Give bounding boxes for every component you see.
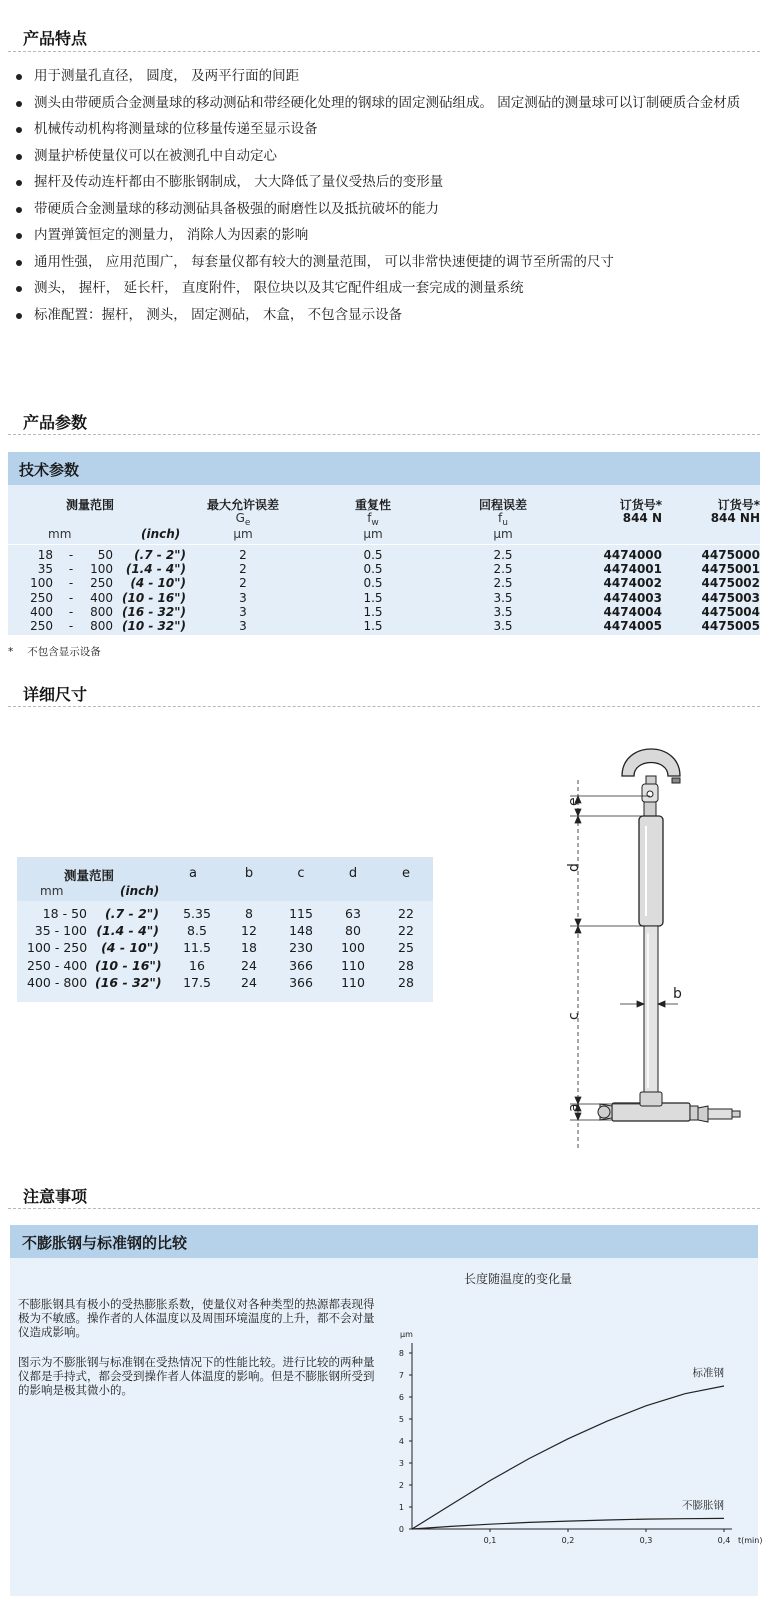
divider — [8, 434, 760, 435]
tech-cell-fw: 0.5 — [363, 548, 383, 562]
divider — [8, 1208, 760, 1209]
dim-cell-a: 17.5 — [183, 974, 211, 990]
dim-col-b: b — [244, 866, 254, 881]
comparison-panel — [10, 1225, 763, 1596]
tech-cell-nh: 4475000 — [701, 548, 760, 562]
tech-params-title: 技术参数 — [19, 461, 80, 479]
tech-cell-ge: 3 — [239, 604, 247, 619]
dim-cell-a: 16 — [189, 957, 205, 973]
params-title: 产品参数 — [23, 413, 88, 432]
tech-cell-sep: - — [68, 576, 74, 591]
tech-cell-sep: - — [68, 590, 74, 605]
tech-cell-nh: 4475002 — [701, 576, 760, 591]
tech-cell-fw: 0.5 — [363, 576, 383, 591]
col-repeat: 重复性 — [354, 498, 391, 512]
tech-cell-nh: 4475003 — [701, 590, 760, 605]
feature-item: 带硬质合金测量球的移动测砧具备极强的耐磨性以及抵抗破坏的能力 — [12, 200, 762, 219]
tech-cell-ge: 2 — [239, 576, 247, 591]
y-tick-label: 8 — [398, 1349, 404, 1358]
dim-cell-c: 366 — [289, 957, 313, 973]
comparison-header — [10, 1225, 758, 1258]
dimensions-table — [17, 857, 433, 1002]
col-repeat-sym: $f_w$ — [367, 511, 379, 528]
y-tick-label: 6 — [398, 1393, 404, 1402]
tech-cell-inch: (10 - 16") — [122, 590, 186, 605]
tech-cell-inch: (16 - 32") — [122, 604, 186, 619]
dim-cell-a: 11.5 — [183, 940, 211, 956]
y-axis-label: µm — [400, 1330, 413, 1339]
dimensions-title: 详细尺寸 — [23, 685, 88, 704]
tech-cell-to: 800 — [90, 604, 113, 619]
comparison-para-2: 图示为不膨胀钢与标准钢在受热情况下的性能比较。进行比较的两种量仪都是手持式，都会受到操作者人体温度的影响。但是不膨胀钢所受到的影响是极其微小的。 — [18, 1355, 375, 1397]
series-label-0: 标准钢 — [692, 1367, 724, 1379]
dim-cell-inch: (.7 - 2") — [105, 906, 159, 921]
dim-cell-c: 230 — [289, 940, 313, 956]
dim-cell-e: 25 — [398, 940, 414, 956]
comparison-title: 不膨胀钢与标准钢的比较 — [22, 1234, 188, 1252]
y-tick-label: 1 — [398, 1503, 404, 1512]
dim-cell-e: 22 — [398, 906, 414, 921]
tech-cell-fw: 0.5 — [363, 562, 383, 577]
x-axis-label: t(min) — [738, 1536, 763, 1545]
dim-cell-inch: (1.4 - 4") — [96, 923, 159, 939]
feature-item: 用于测量孔直径， 圆度， 及两平行面的间距 — [12, 67, 762, 86]
tech-cell-to: 100 — [90, 562, 113, 577]
dim-cell-mm: 250 - 400 — [27, 957, 88, 973]
col-repeat-unit: µm — [363, 527, 383, 541]
tech-cell-to: 50 — [97, 548, 113, 562]
tech-cell-fu: 2.5 — [493, 548, 513, 562]
dim-cell-a: 8.5 — [187, 923, 207, 939]
tech-cell-n: 4474004 — [603, 604, 662, 619]
dim-label-a: a — [566, 1103, 582, 1112]
series-line-1 — [412, 1518, 724, 1529]
dim-cell-inch: (10 - 16") — [95, 957, 162, 973]
dim-col-c: c — [297, 866, 305, 881]
dim-cell-inch: (4 - 10") — [101, 940, 159, 956]
col-hyst: 回程误差 — [478, 498, 527, 512]
dim-label-d: d — [566, 863, 582, 872]
tech-cell-from: 250 — [30, 590, 53, 605]
dim-cell-b: 24 — [241, 957, 257, 973]
col-order-nh: 订货号* — [717, 498, 760, 512]
tech-cell-inch: (4 - 10") — [130, 576, 186, 591]
tech-cell-sep: - — [68, 562, 74, 577]
tech-cell-from: 18 — [37, 548, 53, 562]
series-line-0 — [412, 1386, 724, 1529]
series-label-1: 不膨胀钢 — [682, 1499, 724, 1512]
tech-cell-n: 4474001 — [603, 562, 662, 577]
y-tick-label: 7 — [398, 1371, 404, 1380]
dim-cell-mm: 100 - 250 — [27, 940, 88, 956]
dim-label-c: c — [566, 1012, 582, 1020]
dim-col-inch: (inch) — [120, 884, 160, 898]
dim-cell-d: 110 — [341, 957, 365, 973]
tech-cell-from: 35 — [37, 562, 53, 577]
dim-cell-d: 80 — [345, 923, 361, 939]
divider — [8, 51, 760, 52]
dim-cell-d: 110 — [341, 974, 365, 990]
col-max-error-sym: $G_e$ — [235, 511, 251, 528]
dim-cell-b: 12 — [241, 923, 257, 939]
feature-item: 内置弹簧恒定的测量力， 消除人为因素的影响 — [12, 226, 762, 245]
dim-cell-d: 63 — [345, 906, 361, 921]
tech-cell-n: 4474000 — [603, 548, 662, 562]
tech-cell-fw: 1.5 — [363, 604, 383, 619]
tech-params-table — [8, 452, 760, 635]
dim-label-b: b — [673, 986, 682, 1002]
tech-cell-n: 4474005 — [603, 619, 662, 633]
dim-cell-mm: 400 - 800 — [27, 974, 88, 990]
dim-cell-mm: 18 - 50 — [42, 906, 87, 921]
dim-label-e: e — [566, 797, 582, 806]
dim-cell-b: 8 — [245, 906, 253, 921]
tech-cell-ge: 3 — [239, 619, 247, 633]
tech-cell-ge: 3 — [239, 590, 247, 605]
feature-item: 握杆及传动连杆都由不膨胀钢制成， 大大降低了量仪受热后的变形量 — [12, 173, 762, 192]
y-tick-label: 2 — [398, 1481, 404, 1490]
tech-cell-n: 4474002 — [603, 576, 662, 591]
tech-cell-inch: (1.4 - 4") — [125, 562, 186, 577]
dim-col-mm: mm — [40, 884, 64, 898]
x-tick-label: 0,1 — [483, 1536, 497, 1545]
x-tick-label: 0,3 — [639, 1536, 653, 1545]
feature-item: 测量护桥使量仪可以在被测孔中自动定心 — [12, 147, 762, 166]
tech-cell-nh: 4475001 — [701, 562, 760, 577]
x-tick-label: 0,2 — [561, 1536, 575, 1545]
dim-cell-c: 366 — [289, 974, 313, 990]
col-max-error: 最大允许误差 — [206, 498, 279, 512]
col-hyst-unit: µm — [493, 527, 513, 541]
tech-cell-ge: 2 — [239, 548, 247, 562]
dim-cell-e: 28 — [398, 974, 414, 990]
tech-cell-fw: 1.5 — [363, 619, 383, 633]
feature-item: 通用性强， 应用范围广， 每套量仪都有较大的测量范围， 可以非常快速便捷的调节至所需的尺寸 — [12, 253, 762, 272]
dim-cell-d: 100 — [341, 940, 365, 956]
tech-cell-fu: 3.5 — [493, 604, 513, 619]
tech-cell-from: 400 — [30, 604, 53, 619]
tech-cell-n: 4474003 — [603, 590, 662, 605]
tech-cell-to: 250 — [90, 576, 113, 591]
col-range: 测量范围 — [66, 498, 115, 512]
tech-cell-inch: (10 - 32") — [122, 619, 186, 633]
x-tick-label: 0,4 — [717, 1536, 731, 1545]
tech-cell-inch: (.7 - 2") — [134, 548, 186, 562]
tech-cell-to: 800 — [90, 619, 113, 633]
notes-title: 注意事项 — [23, 1187, 88, 1206]
tech-cell-sep: - — [68, 548, 74, 562]
col-max-error-unit: µm — [233, 527, 253, 541]
tech-cell-ge: 2 — [239, 562, 247, 577]
tech-cell-fw: 1.5 — [363, 590, 383, 605]
dim-cell-c: 115 — [289, 906, 313, 921]
dim-col-d: d — [348, 866, 358, 881]
dim-cell-e: 28 — [398, 957, 414, 973]
col-hyst-sym: $f_u$ — [498, 511, 508, 528]
y-tick-label: 5 — [398, 1415, 404, 1424]
features-list — [12, 67, 762, 332]
tech-cell-fu: 3.5 — [493, 590, 513, 605]
dim-cell-b: 18 — [241, 940, 257, 956]
y-tick-label: 0 — [398, 1525, 404, 1534]
feature-item: 测头由带硬质合金测量球的移动测砧和带经硬化处理的钢球的固定测砧组成。 固定测砧的测量球可以订制硬质合金材质 — [12, 94, 762, 113]
bore-gauge-drawing — [550, 728, 760, 1158]
tech-params-header — [8, 452, 760, 485]
features-title: 产品特点 — [23, 29, 88, 48]
dim-cell-c: 148 — [289, 923, 313, 939]
feature-item: 标准配置：握杆， 测头， 固定测砧， 木盒， 不包含显示设备 — [12, 306, 762, 325]
divider — [8, 706, 760, 707]
footnote: * 不包含显示设备 — [8, 646, 101, 658]
col-order-nh-model: 844 NH — [710, 511, 760, 525]
y-tick-label: 4 — [398, 1437, 404, 1446]
dim-cell-inch: (16 - 32") — [95, 974, 162, 990]
tech-cell-fu: 2.5 — [493, 576, 513, 591]
dim-cell-mm: 35 - 100 — [34, 923, 87, 939]
tech-cell-fu: 2.5 — [493, 562, 513, 577]
tech-cell-sep: - — [68, 604, 74, 619]
dim-col-e: e — [402, 866, 410, 881]
feature-item: 测头， 握杆， 延长杆， 直度附件， 限位块以及其它配件组成一套完成的测量系统 — [12, 279, 762, 298]
col-mm: mm — [48, 527, 72, 541]
feature-item: 机械传动机构将测量球的位移量传递至显示设备 — [12, 120, 762, 139]
tech-cell-nh: 4475005 — [701, 619, 760, 633]
comparison-para-1: 不膨胀钢具有极小的受热膨胀系数，使量仪对各种类型的热源都表现得极为不敏感。操作者的人体温度以及周围环境温度的上升，都不会对量仪造成影响。 — [18, 1297, 375, 1339]
y-tick-label: 3 — [398, 1459, 404, 1468]
tech-cell-fu: 3.5 — [493, 619, 513, 633]
expansion-chart — [380, 1265, 763, 1590]
chart-title: 长度随温度的变化量 — [463, 1272, 573, 1286]
header-divider — [8, 544, 760, 545]
tech-cell-nh: 4475004 — [701, 604, 760, 619]
dim-cell-a: 5.35 — [183, 906, 211, 921]
tech-cell-from: 250 — [30, 619, 53, 633]
col-order-n: 订货号* — [619, 498, 662, 512]
tech-cell-from: 100 — [30, 576, 53, 591]
dim-cell-e: 22 — [398, 923, 414, 939]
col-inch: (inch) — [141, 527, 181, 541]
dim-cell-b: 24 — [241, 974, 257, 990]
dim-col-range: 测量范围 — [64, 868, 115, 883]
dim-col-a: a — [189, 866, 197, 881]
tech-cell-sep: - — [68, 619, 74, 633]
col-order-n-model: 844 N — [622, 511, 662, 525]
tech-cell-to: 400 — [90, 590, 113, 605]
